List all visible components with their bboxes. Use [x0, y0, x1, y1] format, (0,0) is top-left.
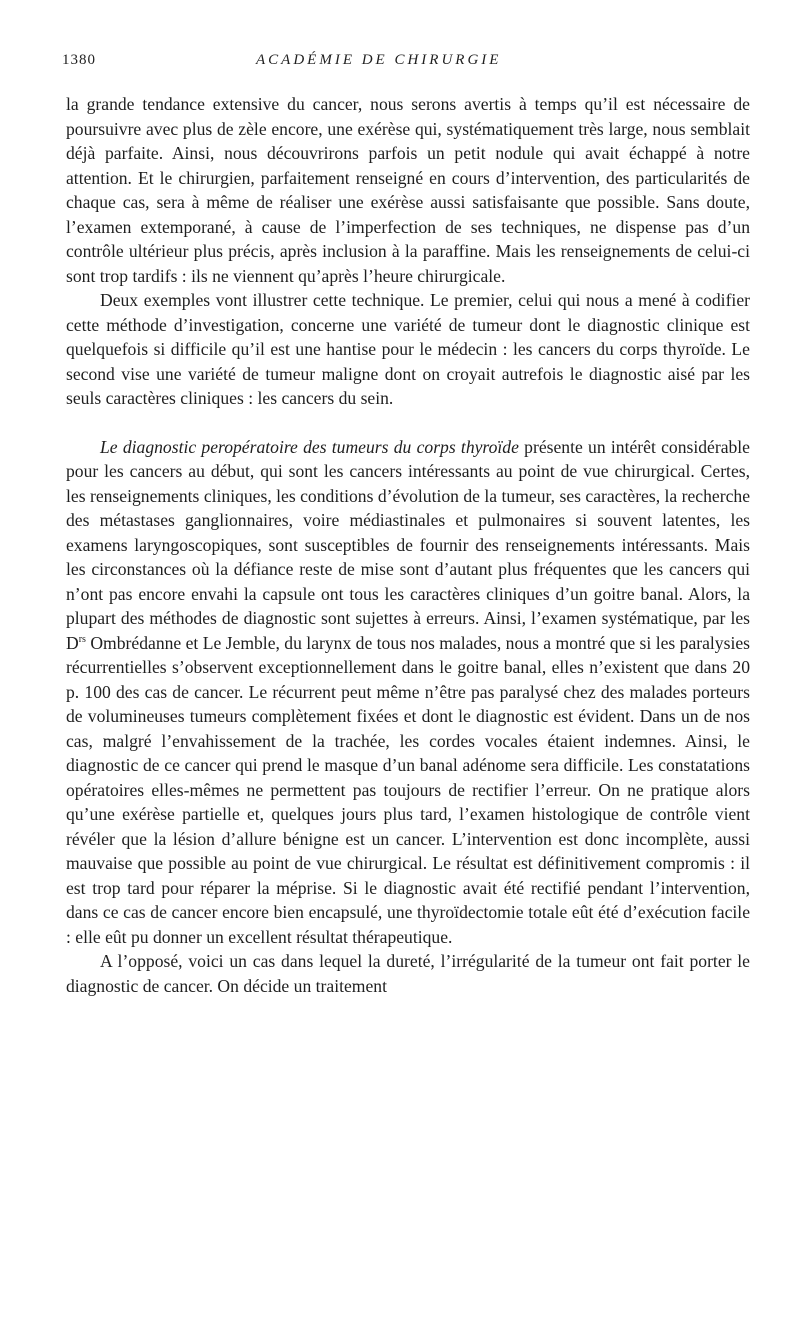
paragraph-1: la grande tendance extensive du cancer, nous serons avertis à temps qu’il est nécessaire de poursuivre avec plus de zèle encore, une exérèse qui, systématiquement très large, nous semblait déjà parfaite. Ainsi, nous découvrirons parfois un petit nodule qui avait échappé à notre attention. Et le chirurgien, parfaitement renseigné en cours d’intervention, des particularités de chaque cas, sera à même de réaliser une exérèse aussi satisfaisante que possible. Sans doute, l’examen extemporané, à cause de l’imperfection de ses techniques, ne dispense pas d’un contrôle ultérieur plus précis, après inclusion à la paraffine. Mais les renseignements de celui-ci sont trop tardifs : ils ne viennent qu’après l’heure chirurgicale. — [66, 94, 750, 286]
running-head — [62, 52, 750, 76]
paragraph-4: A l’opposé, voici un cas dans lequel la dureté, l’irrégularité de la tumeur ont fait porter le diagnostic de cancer. On décide un traitement — [66, 951, 750, 996]
page-number: 1380 — [62, 52, 96, 68]
section-spacer — [66, 411, 750, 435]
paragraph-3-part-b: Ombrédanne et Le Jemble, du larynx de tous nos malades, nous a montré que si les paralysies récurrentielles s’observent exceptionnellement dans le goitre banal, elles n’existent que dans 20 p. 100 des cas de cancer. Le récurrent peut même n’être pas paralysé chez des malades porteurs de volumineuses tumeurs complètement fixées et dont le diagnostic est évident. Dans un de nos cas, malgré l’envahissement de la trachée, les cordes vocales étaient indemnes. Ainsi, le diagnostic de ce cancer qui prend le masque d’un banal adénome sera difficile. Les constatations opératoires elles-mêmes ne permettent pas toujours de rectifier l’erreur. On ne pratique alors qu’une exérèse partielle et, quelques jours plus tard, l’examen histologique de contrôle vient révéler que la lésion d’allure bénigne est un cancer. L’intervention est donc incomplète, aussi mauvaise que possible au point de vue chirurgical. Le résultat est définitivement compromis : il est trop tard pour réparer la méprise. Si le diagnostic avait été rectifié pendant l’intervention, dans ce cas de cancer encore bien encapsulé, une thyroïdectomie totale eût été d’exécution facile : elle eût pu donner un excellent résultat thérapeutique. — [66, 632, 750, 947]
journal-title: ACADÉMIE DE CHIRURGIE — [256, 52, 502, 68]
body-text — [66, 92, 750, 998]
paragraph-2: Deux exemples vont illustrer cette technique. Le premier, celui qui nous a mené à codifier cette méthode d’investigation, concerne une variété de tumeur dont le diagnostic clinique est quelquefois si difficile qu’il est une hantise pour le médecin : les cancers du corps thyroïde. Le second vise une variété de tumeur maligne dont on croyait autrefois le diagnostic aisé par les seuls caractères cliniques : les cancers du sein. — [66, 290, 750, 408]
paragraph-3-part-a: présente un intérêt considérable pour les cancers au début, qui sont les cancers intéressants au point de vue chirurgical. Certes, les renseignements cliniques, les conditions d’évolution de la tumeur, ses caractères, la recherche des métastases ganglionnaires, voire médiastinales et pulmonaires si souvent latentes, les examens laryngoscopiques, sont susceptibles de fournir des renseignements intéressants. Mais les circonstances où la défiance reste de mise sont d’autant plus fréquentes que les cancers qui n’ont pas encore envahi la capsule ont tous les caractères cliniques d’un goitre banal. Alors, la plupart des méthodes de diagnostic sont sujettes à erreurs. Ainsi, l’examen systématique, par les D — [66, 436, 750, 653]
paragraph-3 — [66, 435, 750, 950]
doctors-superscript: rs — [78, 633, 86, 645]
document-page — [62, 52, 750, 998]
section-lead-italic: Le diagnostic peropératoire des tumeurs du corps thyroïde — [100, 436, 519, 457]
